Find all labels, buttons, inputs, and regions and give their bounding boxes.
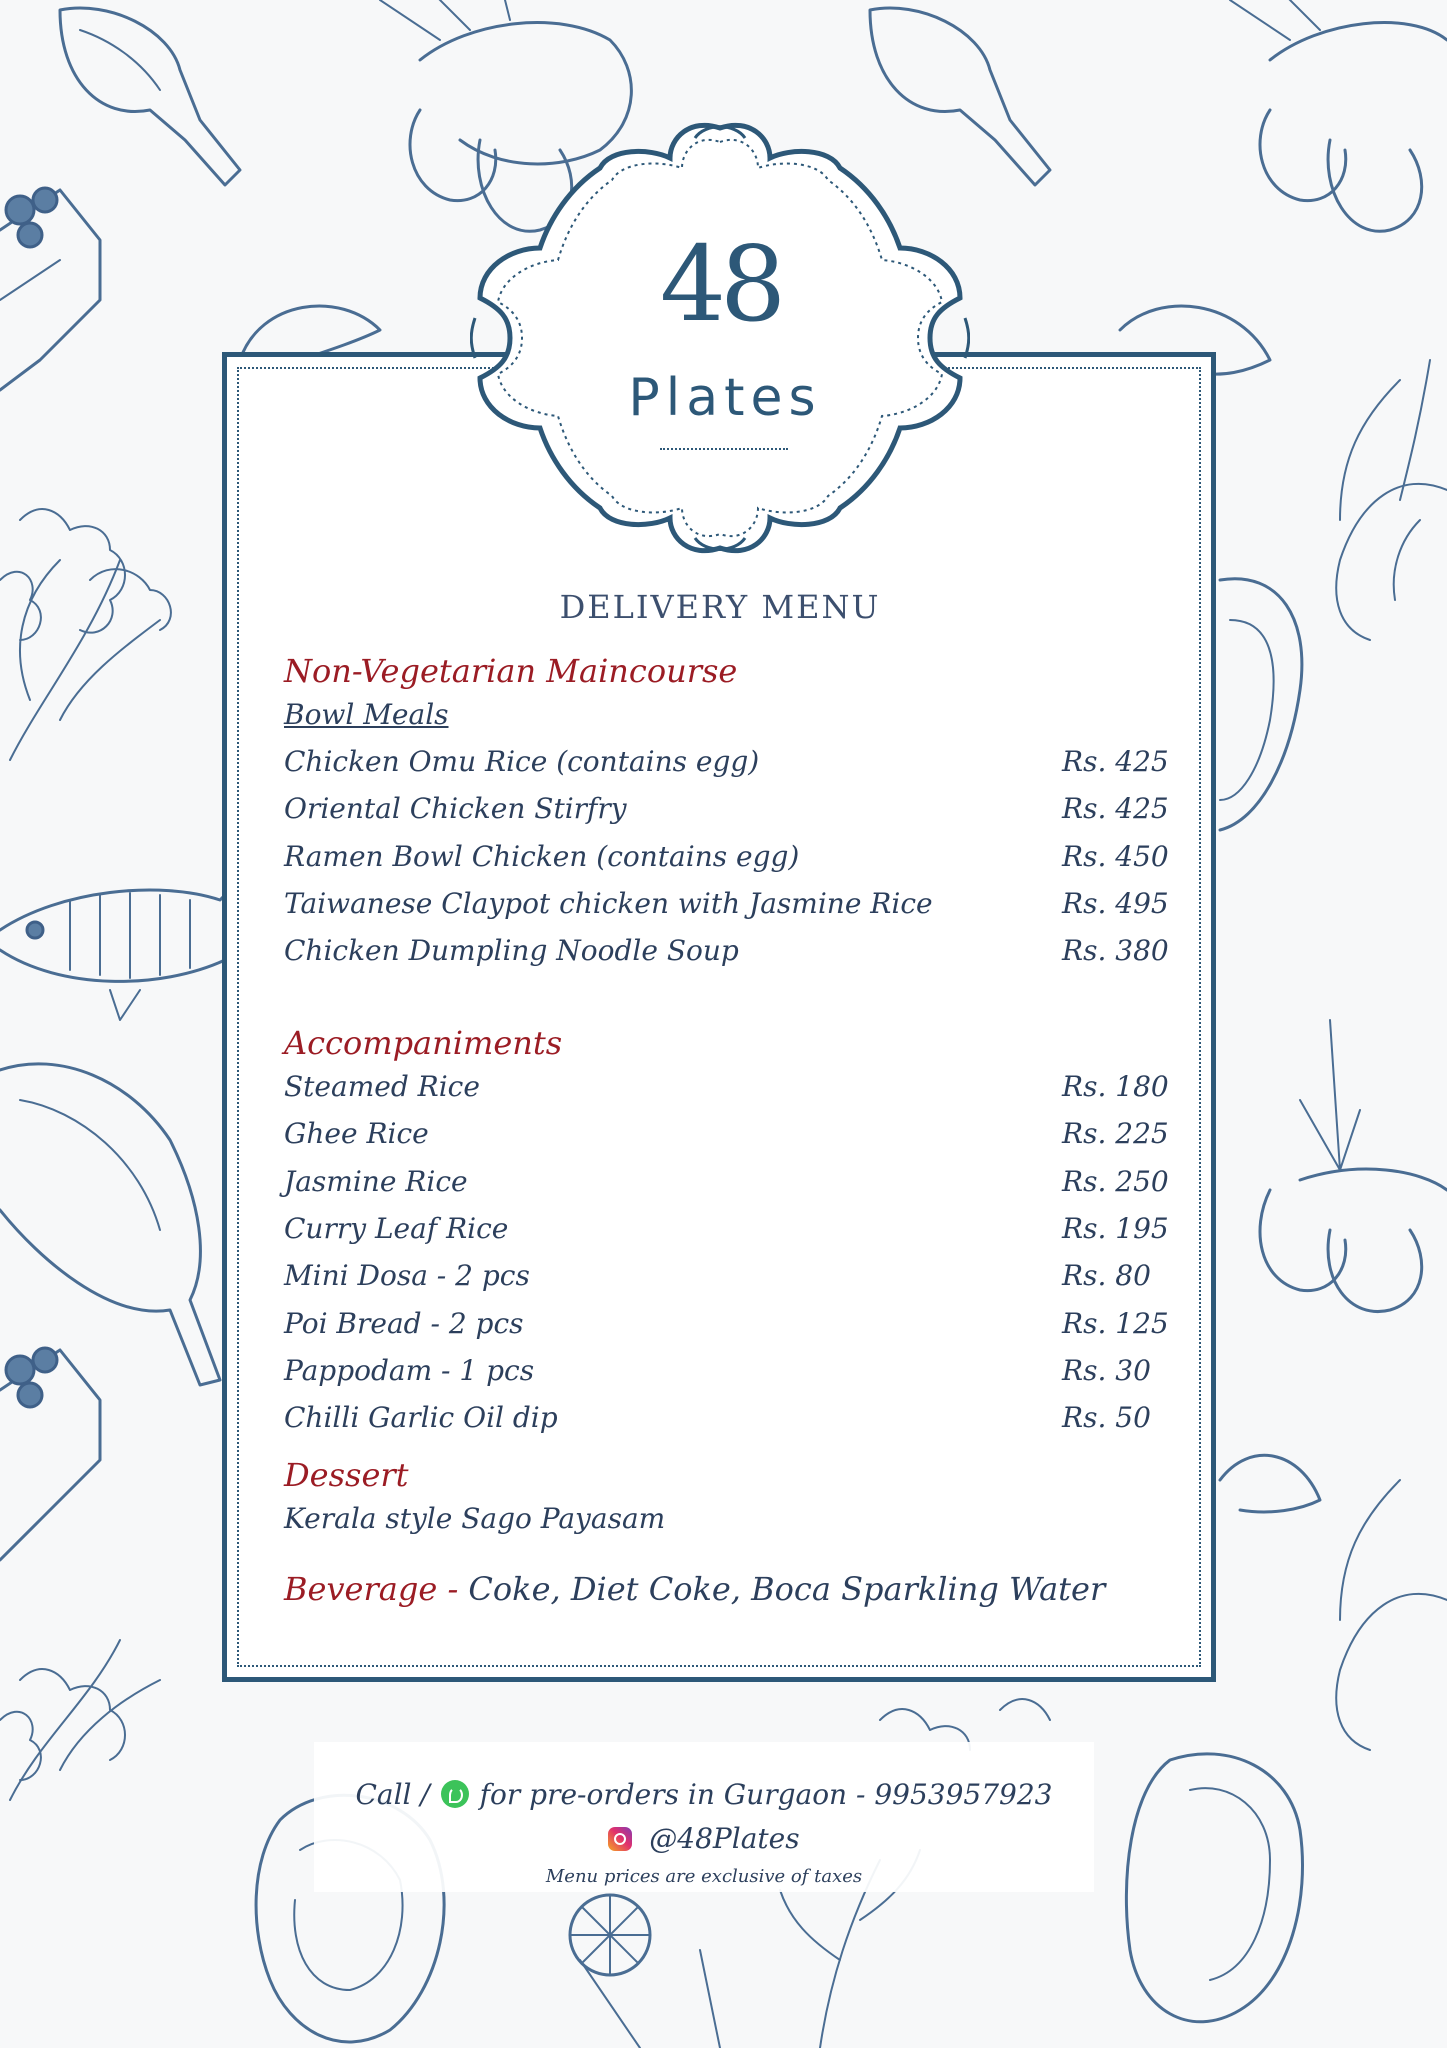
logo-wordmark: Plates	[628, 368, 822, 428]
menu-item-price: Rs. 125	[1062, 1307, 1169, 1340]
menu-item-name: Mini Dosa - 2 pcs	[284, 1259, 530, 1292]
cake-slice-sketch-icon	[0, 188, 100, 390]
menu-item-price: Rs. 225	[1062, 1117, 1169, 1150]
fish-sketch-icon	[0, 870, 260, 1020]
section-heading-dessert: Dessert	[284, 1456, 409, 1494]
footer-contact-panel	[314, 1742, 1094, 1892]
menu-item-price: Rs. 80	[1062, 1259, 1151, 1292]
menu-item-name: Poi Bread - 2 pcs	[284, 1307, 524, 1340]
menu-item-price: Rs. 30	[1062, 1354, 1151, 1387]
menu-item-name: Ramen Bowl Chicken (contains egg)	[284, 840, 800, 873]
call-prefix: Call /	[355, 1778, 430, 1811]
whatsapp-icon	[441, 1780, 469, 1808]
cocktail-sketch-icon	[570, 1895, 720, 2048]
menu-item-name: Chicken Dumpling Noodle Soup	[284, 934, 739, 967]
beverage-items: Coke, Diet Coke, Boca Sparkling Water	[468, 1570, 1106, 1608]
menu-item	[284, 1307, 1169, 1347]
menu-item	[284, 934, 1169, 974]
menu-item-price: Rs. 495	[1062, 887, 1169, 920]
menu-item-price: Rs. 425	[1062, 745, 1169, 778]
call-text: for pre-orders in Gurgaon - 9953957923	[479, 1778, 1053, 1811]
shrimp-sketch-icon	[1336, 360, 1447, 1750]
menu-item-name: Chilli Garlic Oil dip	[284, 1401, 558, 1434]
menu-item	[284, 1070, 1169, 1110]
logo-divider	[660, 448, 788, 450]
logo-number: 48	[659, 223, 781, 345]
menu-item-price: Rs. 180	[1062, 1070, 1169, 1103]
steak-sketch-icon	[1220, 579, 1302, 830]
menu-item-name: Kerala style Sago Payasam	[284, 1502, 666, 1535]
beverage-label: Beverage -	[284, 1570, 459, 1608]
menu-item-name: Pappodam - 1 pcs	[284, 1354, 535, 1387]
menu-item	[284, 840, 1169, 880]
menu-item	[284, 1165, 1169, 1205]
meat-sketch-icon	[60, 8, 240, 185]
beverage-line	[284, 1570, 1105, 1608]
meat-sketch-icon	[0, 1064, 220, 1385]
section-heading-accompaniments: Accompaniments	[284, 1024, 563, 1062]
garlic-herb-sketch-icon	[1260, 1020, 1447, 1312]
croissant-sketch-icon	[1220, 1455, 1320, 1512]
cake-slice-sketch-icon	[0, 1348, 100, 1560]
menu-item-name: Jasmine Rice	[284, 1165, 468, 1198]
subheading-bowl-meals: Bowl Meals	[284, 698, 449, 731]
menu-item-name: Chicken Omu Rice (contains egg)	[284, 745, 760, 778]
garlic-herb-sketch-icon	[1230, 0, 1447, 231]
instagram-line	[314, 1822, 1094, 1855]
menu-item-name: Taiwanese Claypot chicken with Jasmine Rice	[284, 887, 933, 920]
menu-item-name: Oriental Chicken Stirfry	[284, 792, 627, 825]
menu-item-price: Rs. 450	[1062, 840, 1169, 873]
menu-item	[284, 1212, 1169, 1252]
menu-item	[284, 887, 1169, 927]
menu-item-price: Rs. 50	[1062, 1401, 1151, 1434]
steak-sketch-icon	[1126, 1754, 1302, 2022]
menu-item	[284, 745, 1169, 785]
menu-item	[284, 792, 1169, 832]
menu-item	[284, 1401, 1164, 1441]
menu-item-name: Ghee Rice	[284, 1117, 429, 1150]
menu-item-price: Rs. 250	[1062, 1165, 1169, 1198]
tax-note: Menu prices are exclusive of taxes	[545, 1866, 863, 1887]
menu-item-price: Rs. 195	[1062, 1212, 1169, 1245]
menu-item	[284, 1354, 1164, 1394]
menu-item-price: Rs. 425	[1062, 792, 1169, 825]
menu-item-name: Steamed Rice	[284, 1070, 480, 1103]
parsley-sketch-icon	[0, 509, 171, 760]
instagram-icon	[608, 1827, 632, 1851]
menu-item-price: Rs. 380	[1062, 934, 1169, 967]
section-heading-non-veg: Non-Vegetarian Maincourse	[284, 652, 738, 690]
menu-item	[284, 1259, 1164, 1299]
instagram-handle: @48Plates	[649, 1822, 800, 1855]
menu-item-name: Curry Leaf Rice	[284, 1212, 509, 1245]
menu-item	[284, 1502, 1164, 1542]
call-line	[314, 1778, 1094, 1811]
menu-item	[284, 1117, 1169, 1157]
menu-title: DELIVERY MENU	[559, 588, 881, 626]
parsley-sketch-icon	[0, 1640, 160, 1800]
